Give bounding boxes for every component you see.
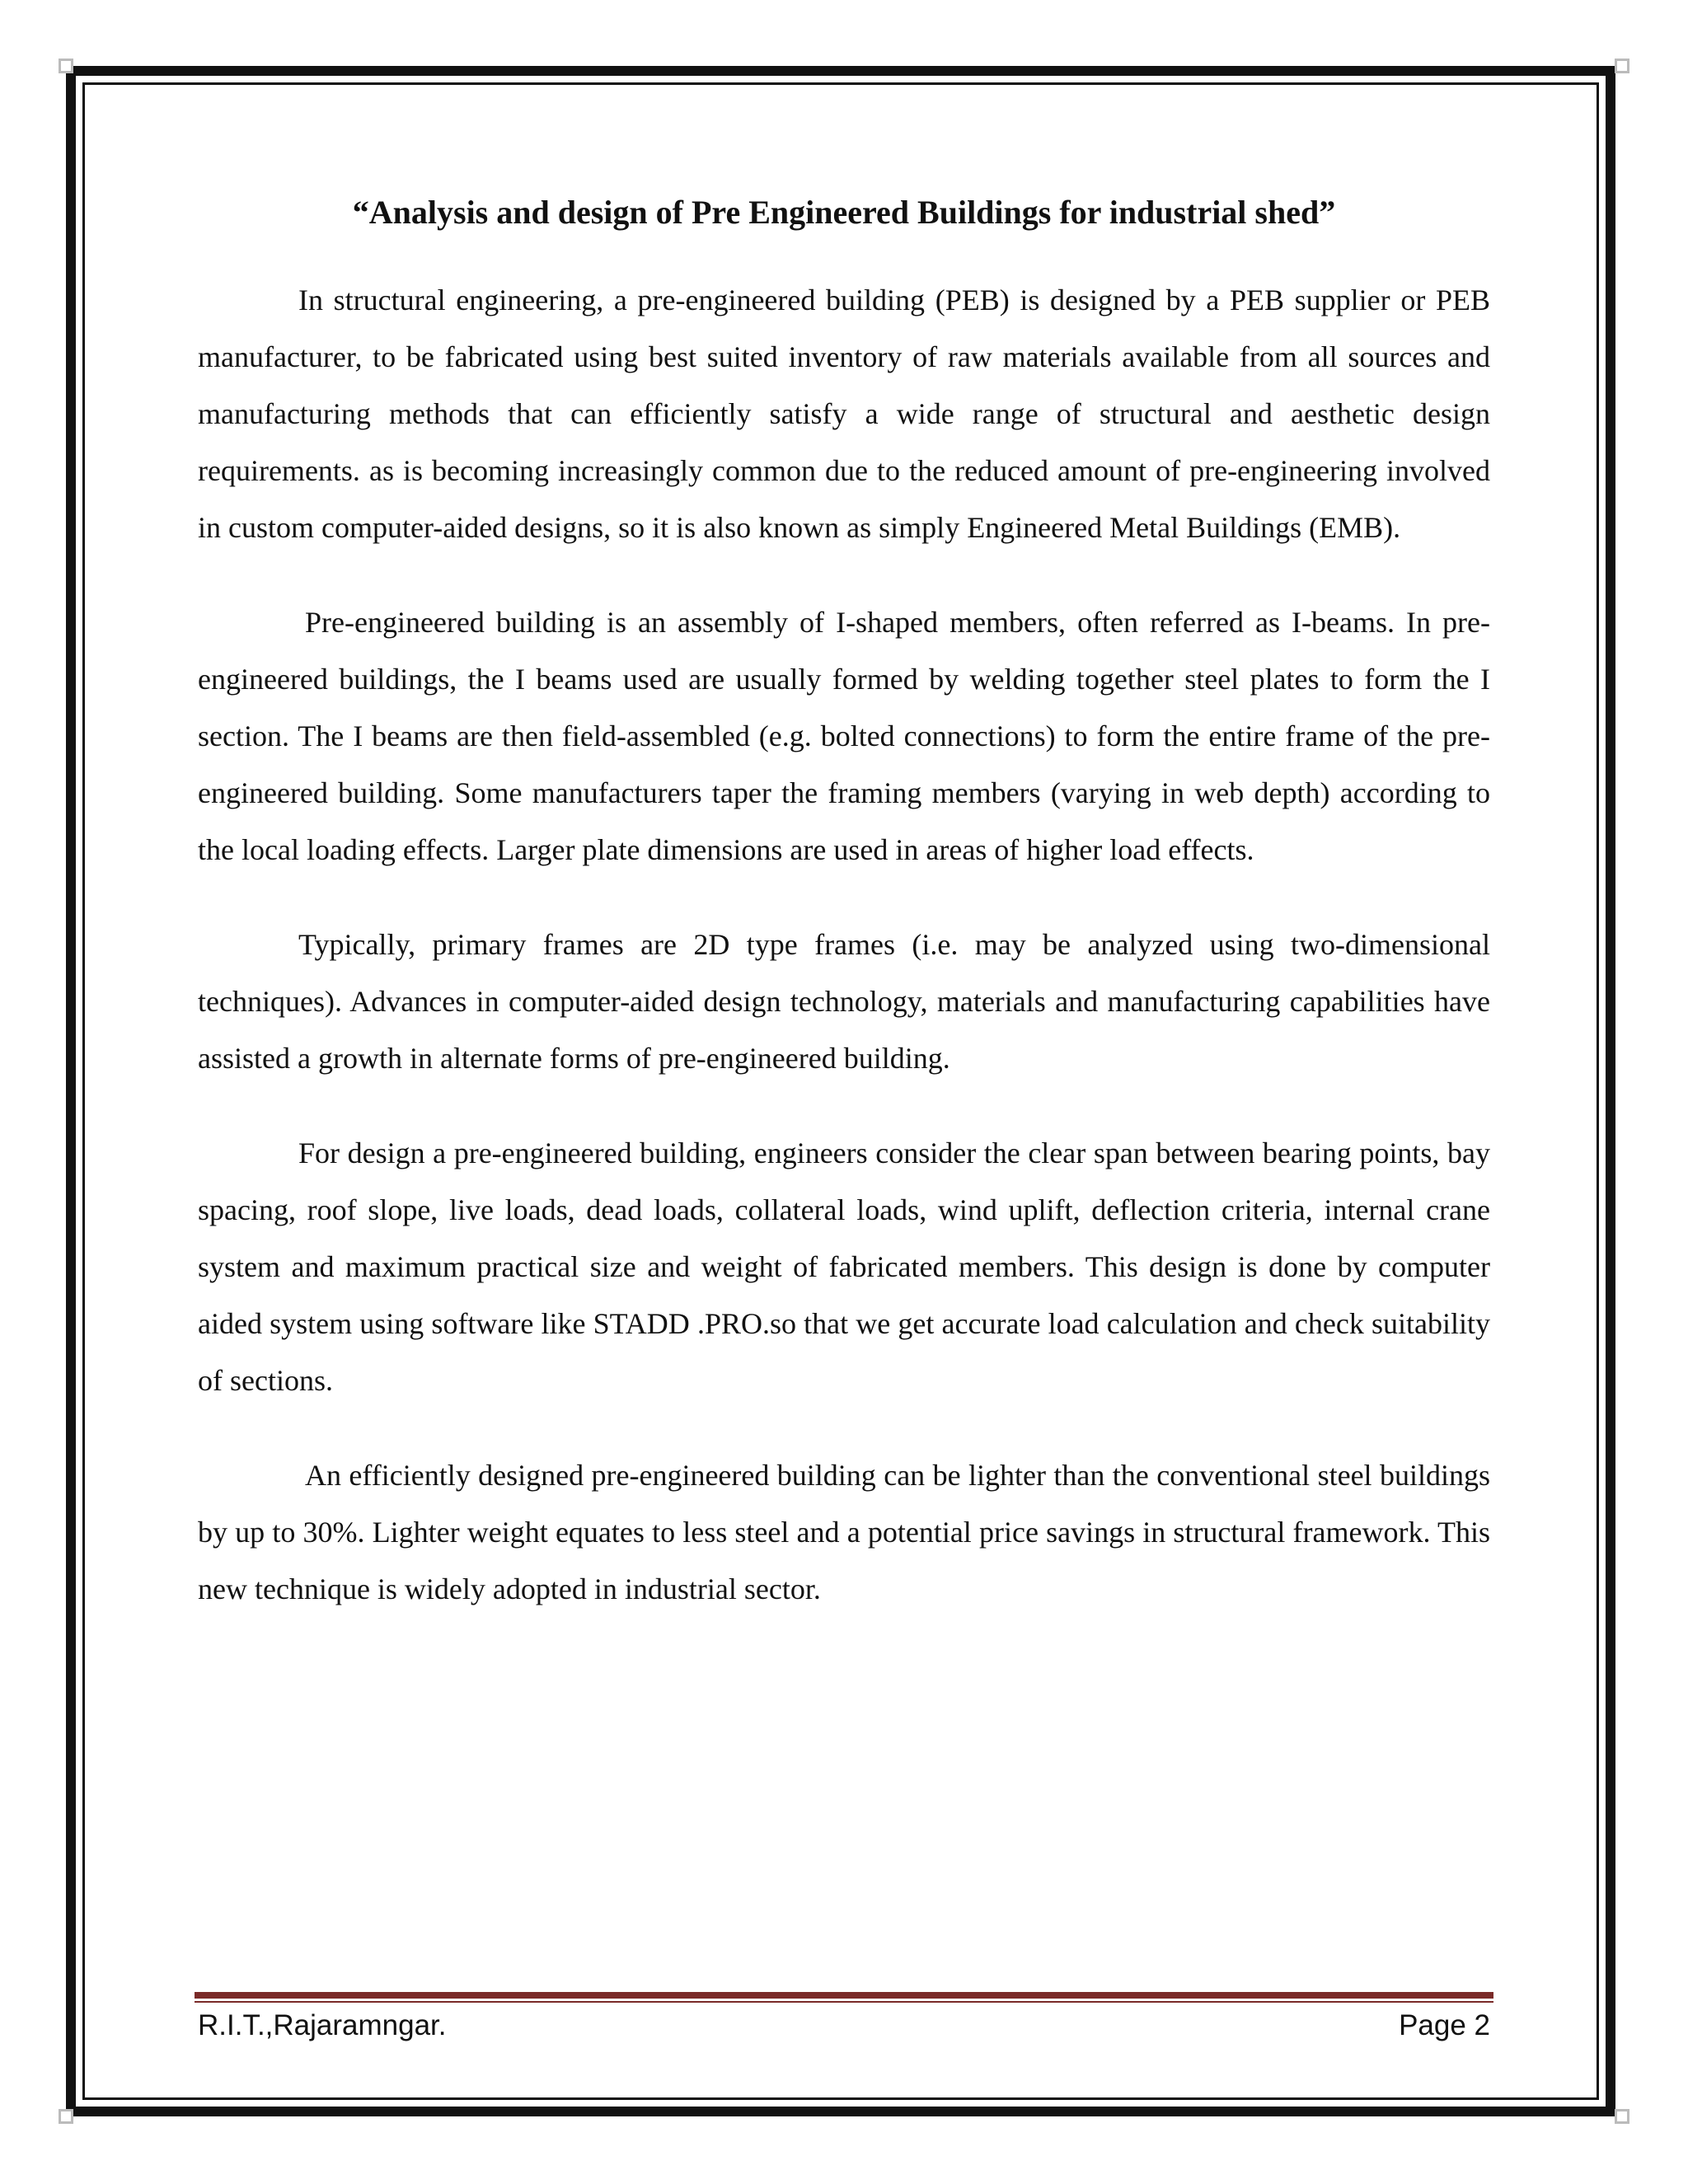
paragraph-peb-definition: In structural engineering, a pre-engineered building (PEB) is designed by a PEB supplier or PEB manufacturer, to be fabricated using best suited inventory of raw materials available from all sources and manufacturing methods that can efficiently satisfy a wide range of structural and aesthetic design requirements. as is becoming increasingly common due to the reduced amount of pre-engineering involved in custom computer-aided designs, so it is also known as simply Engineered Metal Buildings (EMB). (198, 284, 1490, 544)
paragraph-design-considerations: For design a pre-engineered building, engineers consider the clear span between bearing points, bay spacing, roof slope, live loads, dead loads, collateral loads, wind uplift, deflection criteria, internal crane system and maximum practical size and weight of fabricated members. This design is done by computer aided system using software like STADD .PRO.so that we get accurate load calculation and check suitability of sections. (198, 1137, 1490, 1397)
paragraph-efficiency: An efficiently designed pre-engineered building can be lighter than the conventional steel buildings by up to 30%. Lighter weight equates to less steel and a potential price savings in structural framework. This new technique is widely adopted in industrial sector. (198, 1459, 1490, 1605)
page-border-corner-top-left (59, 59, 73, 73)
footer-page-number: Page 2 (1399, 2009, 1490, 2041)
document-title: “Analysis and design of Pre Engineered Buildings for industrial shed” (352, 194, 1336, 231)
page-border-corner-bottom-left (59, 2109, 73, 2124)
footer-rule (195, 1992, 1493, 2003)
footer-rule-gap (195, 1999, 1493, 2001)
footer-institution: R.I.T.,Rajaramngar. (198, 2009, 447, 2041)
paragraph-primary-frames: Typically, primary frames are 2D type frames (i.e. may be analyzed using two-dimensional techniques). Advances in computer-aided design technology, materials and manufacturing capabilities have assisted a growth in alternate forms of pre-engineered building. (198, 928, 1490, 1075)
paragraph-i-beams: Pre-engineered building is an assembly of I-shaped members, often referred as I-beams. In pre-engineered buildings, the I beams used are usually formed by welding together steel plates to form the I section. The I beams are then field-assembled (e.g. bolted connections) to form the entire frame of the pre-engineered building. Some manufacturers taper the framing members (varying in web depth) according to the local loading effects. Larger plate dimensions are used in areas of higher load effects. (198, 606, 1490, 866)
page-border-corner-top-right (1615, 59, 1629, 73)
page-content (198, 191, 1490, 1656)
page-border-corner-bottom-right (1615, 2109, 1629, 2124)
page-footer (198, 2009, 1490, 2042)
